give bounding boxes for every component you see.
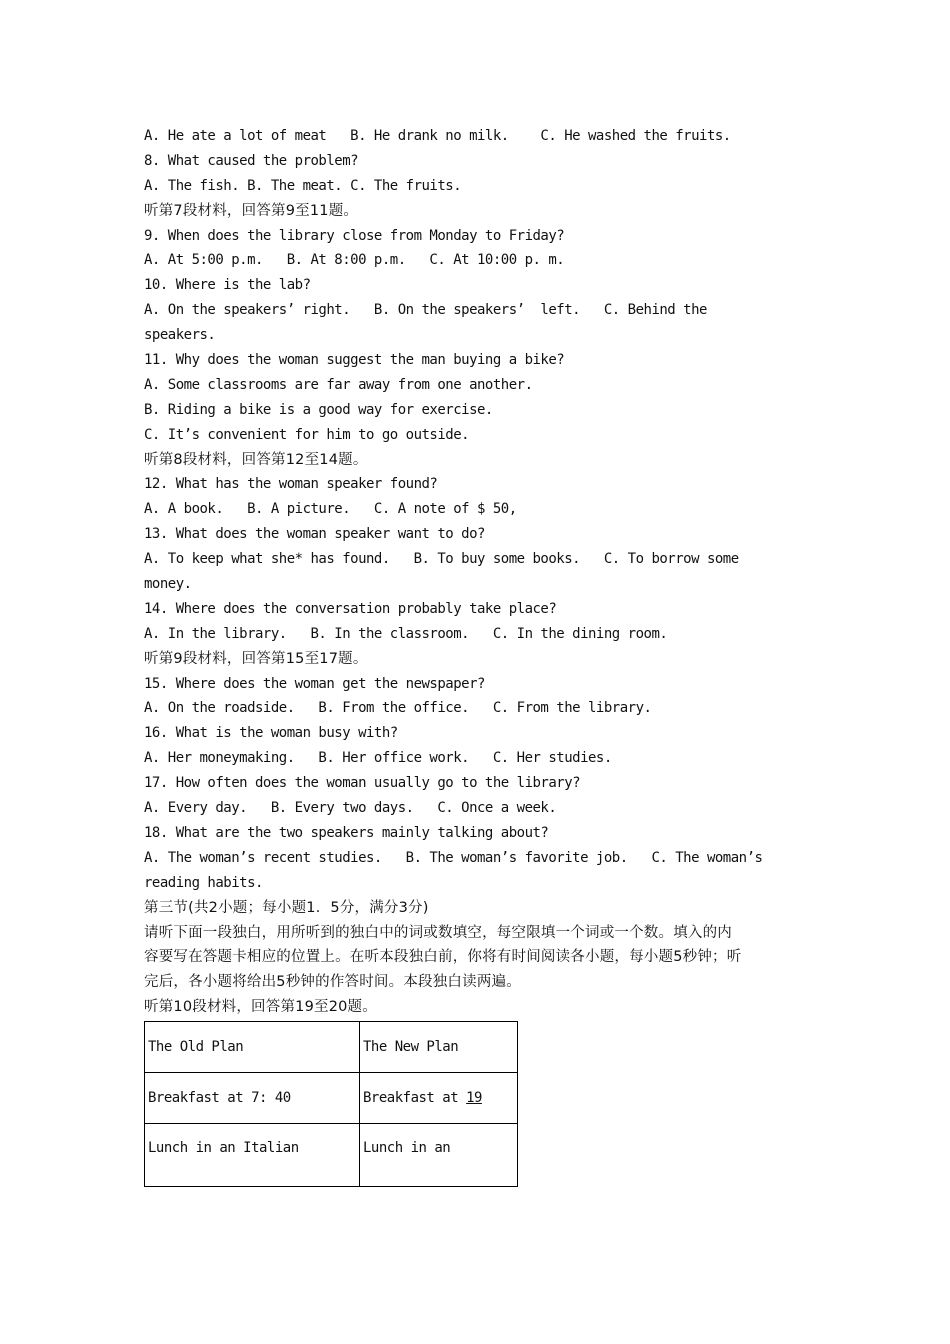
q7-options: A. He ate a lot of meat B. He drank no milk. C. He washed the fruits. [144, 128, 731, 144]
q16-options: A. Her moneymaking. B. Her office work. C. Her studies. [144, 750, 612, 767]
q14-question: 14. Where does the conversation probably take place? [144, 600, 557, 617]
q16-question: 16. What is the woman busy with? [144, 725, 398, 742]
section8-instruction: 听第8段材料，回答第12至14题。 [144, 451, 368, 468]
q10-options-cont: speakers. [144, 327, 216, 344]
question-text-block [144, 124, 814, 1020]
q18-options-cont: reading habits. [144, 874, 263, 891]
new-plan-breakfast [360, 1073, 518, 1124]
q15-options: A. On the roadside. B. From the office. C. From the library. [144, 700, 652, 717]
q17-options: A. Every day. B. Every two days. C. Once a week. [144, 800, 557, 817]
table-header-new-plan: The New Plan [360, 1022, 518, 1073]
blank-19: 19 [466, 1090, 482, 1106]
q13-options-cont: money. [144, 576, 192, 593]
q9-options: A. At 5:00 p.m. B. At 8:00 p.m. C. At 10:00 p. m. [144, 252, 565, 269]
q18-options: A. The woman’s recent studies. B. The woman’s favorite job. C. The woman’s [144, 849, 763, 866]
q14-options: A. In the library. B. In the classroom. C. In the dining room. [144, 625, 668, 642]
old-plan-lunch: Lunch in an Italian [145, 1124, 360, 1187]
part3-heading: 第三节(共2小题；每小题1．5分，满分3分) [144, 899, 429, 916]
q13-options: A. To keep what she* has found. B. To buy some books. C. To borrow some [144, 551, 739, 568]
q8-options: A. The fish. B. The meat. C. The fruits. [144, 177, 462, 194]
part3-instruction-3: 完后，各小题将给出5秒钟的作答时间。本段独白读两遍。 [144, 974, 521, 991]
q9-question: 9. When does the library close from Monday to Friday? [144, 227, 565, 244]
q12-options: A. A book. B. A picture. C. A note of $ 50, [144, 501, 517, 518]
q17-question: 17. How often does the woman usually go to the library? [144, 775, 581, 792]
new-plan-lunch: Lunch in an [360, 1124, 518, 1187]
part3-instruction-1: 请听下面一段独白，用所听到的独白中的词或数填空，每空限填一个词或一个数。填入的内 [144, 924, 732, 941]
new-plan-breakfast-label: Breakfast at [363, 1090, 467, 1106]
q11-question: 11. Why does the woman suggest the man buying a bike? [144, 352, 565, 369]
q12-question: 12. What has the woman speaker found? [144, 476, 438, 493]
q10-question: 10. Where is the lab? [144, 277, 311, 294]
section10-instruction: 听第10段材料，回答第19至20题。 [144, 999, 377, 1016]
plan-table [144, 1021, 518, 1187]
q11-option-c: C. It’s convenient for him to go outside. [144, 426, 470, 443]
q15-question: 15. Where does the woman get the newspaper? [144, 675, 485, 692]
table-header-old-plan: The Old Plan [145, 1022, 360, 1073]
q13-question: 13. What does the woman speaker want to do? [144, 526, 485, 543]
section9-instruction: 听第9段材料，回答第15至17题。 [144, 650, 368, 667]
q11-option-a: A. Some classrooms are far away from one another. [144, 376, 533, 393]
q10-options: A. On the speakers’ right. B. On the speakers’ left. C. Behind the [144, 302, 707, 319]
part3-instruction-2: 容要写在答题卡相应的位置上。在听本段独白前，你将有时间阅读各小题，每小题5秒钟；听 [144, 949, 742, 966]
section7-instruction: 听第7段材料，回答第9至11题。 [144, 202, 359, 219]
q18-question: 18. What are the two speakers mainly talking about? [144, 824, 549, 841]
q11-option-b: B. Riding a bike is a good way for exercise. [144, 401, 493, 418]
old-plan-breakfast: Breakfast at 7: 40 [145, 1073, 360, 1124]
q8-question: 8. What caused the problem? [144, 152, 359, 169]
